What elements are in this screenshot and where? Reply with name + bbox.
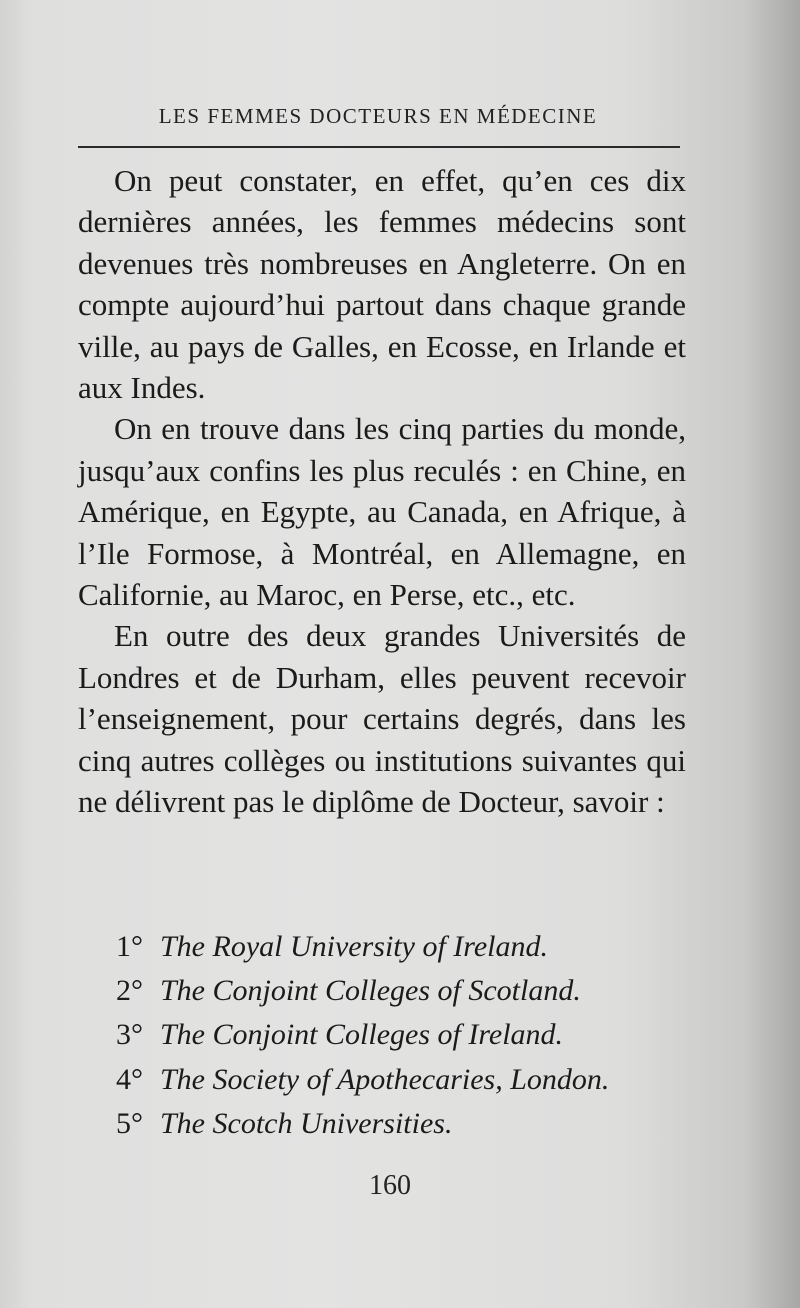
institutions-list — [116, 925, 716, 1146]
list-item-name: The Conjoint Colleges of Scotland. — [160, 974, 581, 1008]
list-item-name: The Royal University of Ireland. — [160, 930, 548, 963]
list-item — [116, 1058, 716, 1102]
list-item-number: 1° — [116, 930, 143, 963]
paragraph-3: En outre des deux grandes Universités de Londres et de Durham, elles peuvent recevoir l’enseignement, pour certains degrés, dans les cinq autres collèges ou institutions suivantes qui ne délivrent pas le diplôme de Docteur, savoir : — [78, 618, 686, 820]
list-item — [116, 1013, 716, 1057]
list-item-name: The Society of Apothecaries, London. — [160, 1062, 610, 1096]
list-item — [116, 969, 716, 1013]
paragraph-1: On peut constater, en effet, qu’en ces dix dernières années, les femmes médecins sont devenues très nombreuses en Angleterre. On en compte aujourd’hui partout dans chaque grande ville, au pays de Galles, en Ecosse, en Irlande et aux Indes. — [78, 163, 686, 406]
paragraph-2: On en trouve dans les cinq parties du monde, jusqu’aux confins les plus reculés : en Chine, en Amérique, en Egypte, au Canada, en Afrique, à l’Ile Formose, à Montréal, en Allemagne, en Californie, au Maroc, en Perse, etc., etc. — [78, 411, 686, 613]
list-item-name: The Scotch Universities. — [160, 1106, 453, 1140]
list-item — [116, 1102, 716, 1146]
header-rule — [78, 146, 680, 148]
running-title: LES FEMMES DOCTEURS EN MÉDECINE — [158, 104, 598, 128]
list-item-number: 4° — [116, 1062, 143, 1096]
list-item-number: 3° — [116, 1018, 143, 1052]
list-item-name: The Conjoint Colleges of Ireland. — [160, 1018, 564, 1052]
list-item-number: 2° — [116, 974, 143, 1008]
list-item — [116, 925, 716, 969]
page-number: 160 — [369, 1170, 411, 1201]
body-text — [78, 160, 686, 823]
list-item-number: 5° — [116, 1106, 143, 1140]
